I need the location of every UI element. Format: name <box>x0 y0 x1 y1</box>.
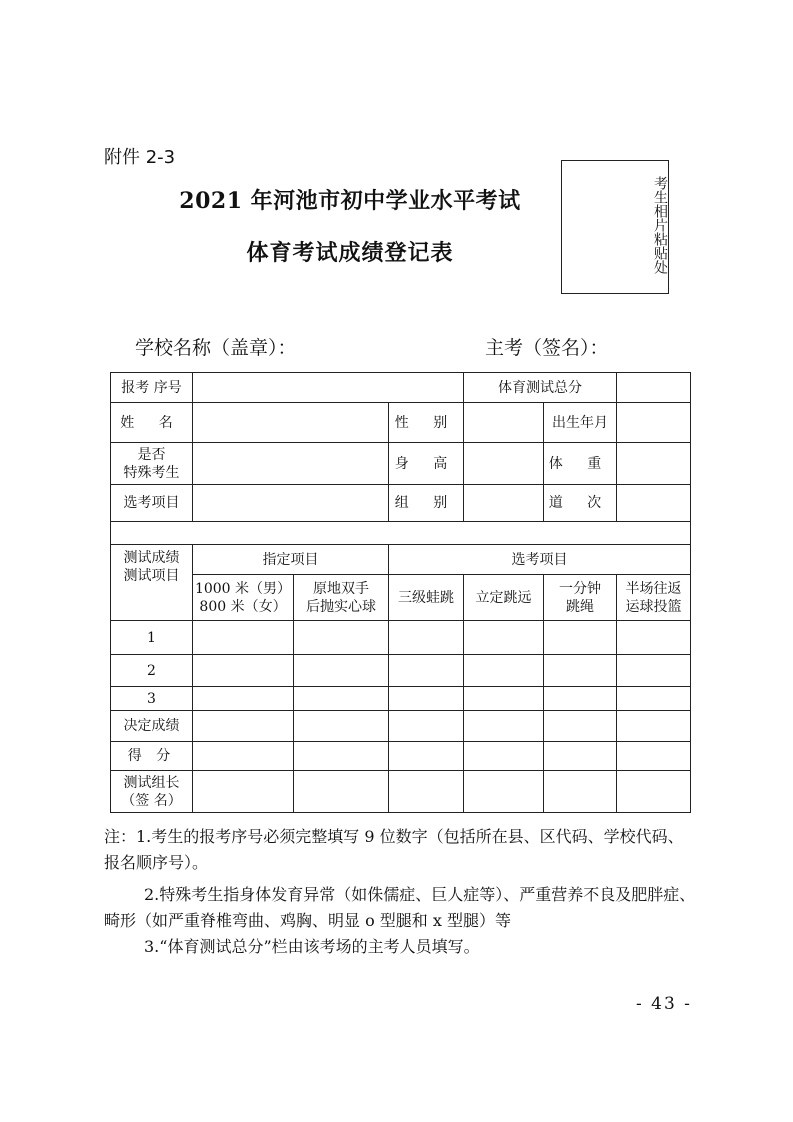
score-cell[interactable] <box>294 711 389 742</box>
special-field[interactable] <box>193 443 389 485</box>
total-score-label: 体育测试总分 <box>464 373 617 403</box>
col-ball: 原地双手 后抛实心球 <box>294 575 389 621</box>
school-name-label: 学校名称（盖章）： <box>135 337 297 359</box>
score-cell[interactable] <box>193 655 294 687</box>
signature-cell[interactable] <box>617 771 691 813</box>
col-basket: 半场往返 运球投篮 <box>617 575 691 621</box>
name-field[interactable] <box>193 403 389 443</box>
signature-cell[interactable] <box>389 771 464 813</box>
score-cell[interactable] <box>544 655 617 687</box>
special-label: 是否 特殊考生 <box>111 443 193 485</box>
score-cell[interactable] <box>389 711 464 742</box>
score-row <box>111 687 691 711</box>
col-run: 1000 米（男） 800 米（女） <box>193 575 294 621</box>
photo-box[interactable] <box>561 160 669 294</box>
birth-label: 出生年月 <box>544 403 617 443</box>
attachment-label: 附件 2-3 <box>104 147 176 168</box>
score-cell[interactable] <box>389 621 464 655</box>
score-row <box>111 621 691 655</box>
score-cell[interactable] <box>464 655 544 687</box>
weight-label: 体 重 <box>544 443 617 485</box>
height-label: 身 高 <box>389 443 464 485</box>
signature-cell[interactable] <box>294 771 389 813</box>
elective-label: 选考项目 <box>111 485 193 522</box>
note-2: 2.特殊考生指身体发育异常（如侏儒症、巨人症等）、严重营养不良及肥胖症、畸形（如严重脊椎弯曲、鸡胸、明显 o 型腿和 x 型腿）等 <box>104 885 696 930</box>
score-cell[interactable] <box>544 742 617 771</box>
score-cell[interactable] <box>389 687 464 711</box>
score-cell[interactable] <box>544 711 617 742</box>
score-cell[interactable] <box>294 687 389 711</box>
score-cell[interactable] <box>617 621 691 655</box>
note-1: 注：1.考生的报考序号必须完整填写 9 位数字（包括所在县、区代码、学校代码、报名顺序号）。 <box>104 827 684 872</box>
note-3: 3.“体育测试总分”栏由该考场的主考人员填写。 <box>144 937 480 956</box>
col-jump3: 三级蛙跳 <box>389 575 464 621</box>
score-cell[interactable] <box>617 742 691 771</box>
examiner-signature-label: 主考（签名）： <box>485 337 609 359</box>
row-label: 得 分 <box>111 742 193 771</box>
designated-header: 指定项目 <box>193 545 389 575</box>
score-cell[interactable] <box>193 711 294 742</box>
score-cell[interactable] <box>617 687 691 711</box>
score-cell[interactable] <box>617 655 691 687</box>
height-field[interactable] <box>464 443 544 485</box>
exam-no-field[interactable] <box>193 373 464 403</box>
score-row <box>111 655 691 687</box>
score-cell[interactable] <box>464 711 544 742</box>
group-label: 组 别 <box>389 485 464 522</box>
lane-field[interactable] <box>617 485 691 522</box>
row-label: 1 <box>111 621 193 655</box>
score-cell[interactable] <box>544 687 617 711</box>
score-cell[interactable] <box>193 687 294 711</box>
weight-field[interactable] <box>617 443 691 485</box>
row-label: 2 <box>111 655 193 687</box>
score-row <box>111 771 691 813</box>
corner-header: 测试成绩 测试项目 <box>111 545 193 621</box>
row-label: 3 <box>111 687 193 711</box>
page-subtitle: 体育考试成绩登记表 <box>246 240 454 266</box>
score-cell[interactable] <box>389 655 464 687</box>
score-cell[interactable] <box>294 655 389 687</box>
gender-field[interactable] <box>464 403 544 443</box>
group-field[interactable] <box>464 485 544 522</box>
elective-field[interactable] <box>193 485 389 522</box>
spacer-row <box>111 522 691 545</box>
gender-label: 性 别 <box>389 403 464 443</box>
score-cell[interactable] <box>294 742 389 771</box>
notes-section <box>104 824 696 960</box>
total-score-field[interactable] <box>617 373 691 403</box>
score-cell[interactable] <box>193 742 294 771</box>
row-label: 决定成绩 <box>111 711 193 742</box>
score-cell[interactable] <box>464 687 544 711</box>
name-label: 姓 名 <box>111 403 193 443</box>
score-cell[interactable] <box>544 621 617 655</box>
score-cell[interactable] <box>464 742 544 771</box>
score-cell[interactable] <box>294 621 389 655</box>
signature-cell[interactable] <box>544 771 617 813</box>
signature-cell[interactable] <box>464 771 544 813</box>
score-cell[interactable] <box>193 621 294 655</box>
leader-label: 测试组长 （签 名） <box>111 771 193 813</box>
score-row <box>111 711 691 742</box>
page-title: 2021 年河池市初中学业水平考试 <box>179 188 521 214</box>
score-cell[interactable] <box>464 621 544 655</box>
photo-box-label: 考生相片粘贴处 <box>652 176 668 274</box>
score-cell[interactable] <box>617 711 691 742</box>
page-number: - 43 - <box>636 994 692 1014</box>
birth-field[interactable] <box>617 403 691 443</box>
col-longjump: 立定跳远 <box>464 575 544 621</box>
score-form-table <box>110 372 691 813</box>
signature-cell[interactable] <box>193 771 294 813</box>
lane-label: 道 次 <box>544 485 617 522</box>
exam-no-label: 报考 序号 <box>111 373 193 403</box>
optional-header: 选考项目 <box>389 545 691 575</box>
col-rope: 一分钟 跳绳 <box>544 575 617 621</box>
score-row <box>111 742 691 771</box>
score-cell[interactable] <box>389 742 464 771</box>
